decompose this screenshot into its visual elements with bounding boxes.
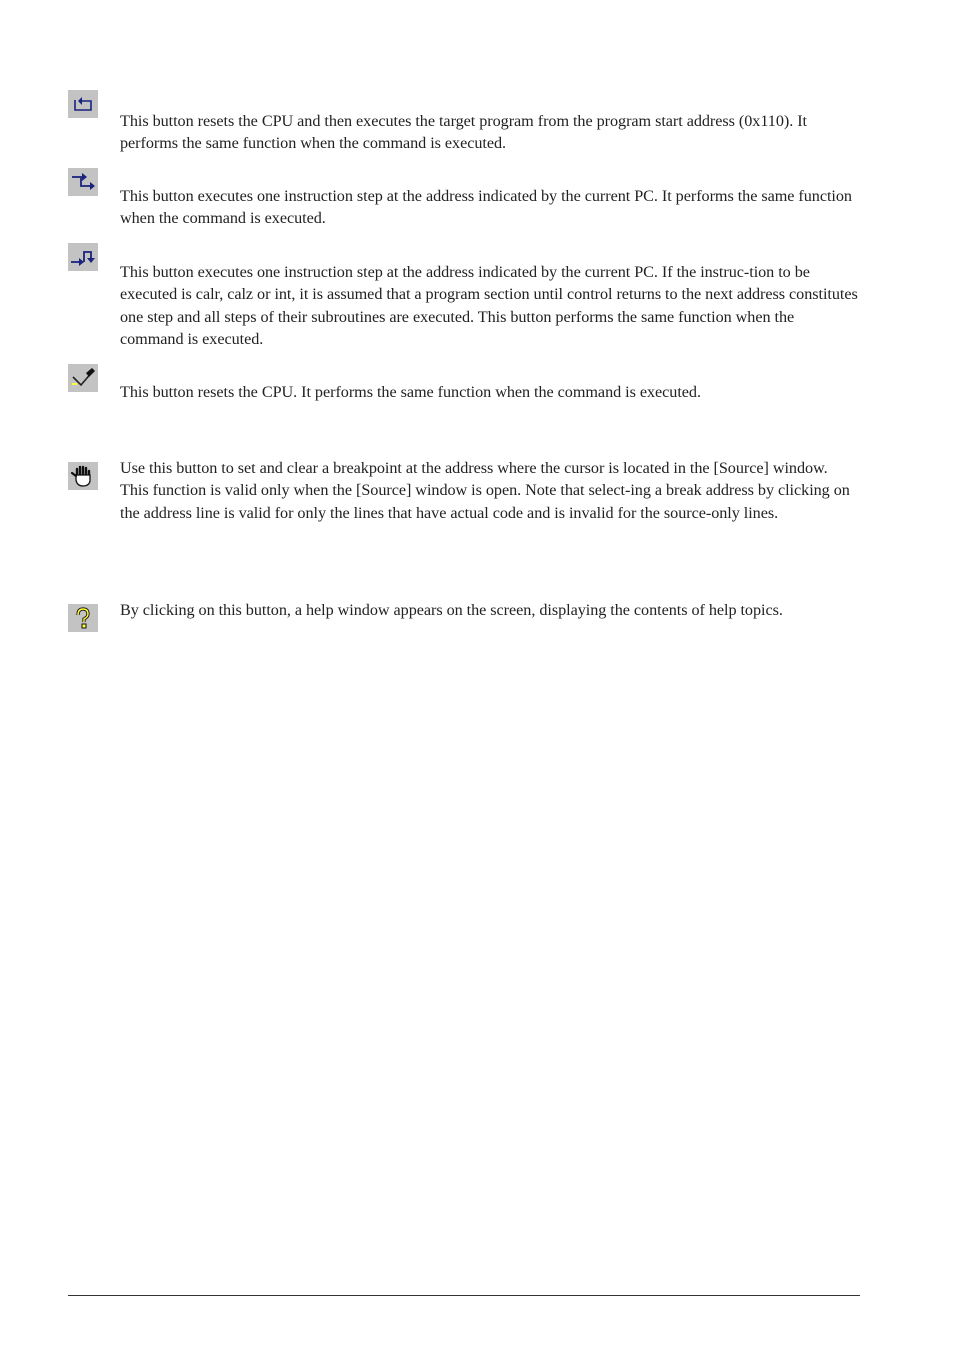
reset-icon[interactable] <box>68 364 98 392</box>
entry-text: This button executes one instruction step at the address indicated by the current PC. If the instruc-tion to be executed is calr, calz or int, it is assumed that a program section until control returns to the next address constitutes one step and all steps of their subroutines are executed. This button performs the same function when the command is executed. <box>120 263 858 348</box>
entry-text: This button resets the CPU. It performs the same function when the command is executed. <box>120 383 701 401</box>
next-icon[interactable] <box>68 243 98 271</box>
entry-text: This button executes one instruction step at the address indicated by the current PC. It performs the same function when the command is executed. <box>120 187 852 228</box>
hand-icon[interactable] <box>68 462 98 490</box>
entry-text: This button resets the CPU and then executes the target program from the program start address (0x110). It performs the same function when the command is executed. <box>120 112 807 153</box>
entry-text: Use this button to set and clear a breakpoint at the address where the cursor is located in the [Source] window. This function is valid only when the [Source] window is open. Note that select-ing a break address by clicking on the address line is valid for only the lines that have actual code and is invalid for the source-only lines. <box>120 459 850 522</box>
help-icon[interactable] <box>68 604 98 632</box>
entry-text: By clicking on this button, a help window appears on the screen, displaying the contents of help topics. <box>120 601 783 619</box>
footer-divider <box>68 1295 860 1296</box>
step-icon[interactable] <box>68 168 98 196</box>
go-from-reset-icon[interactable] <box>68 90 98 118</box>
